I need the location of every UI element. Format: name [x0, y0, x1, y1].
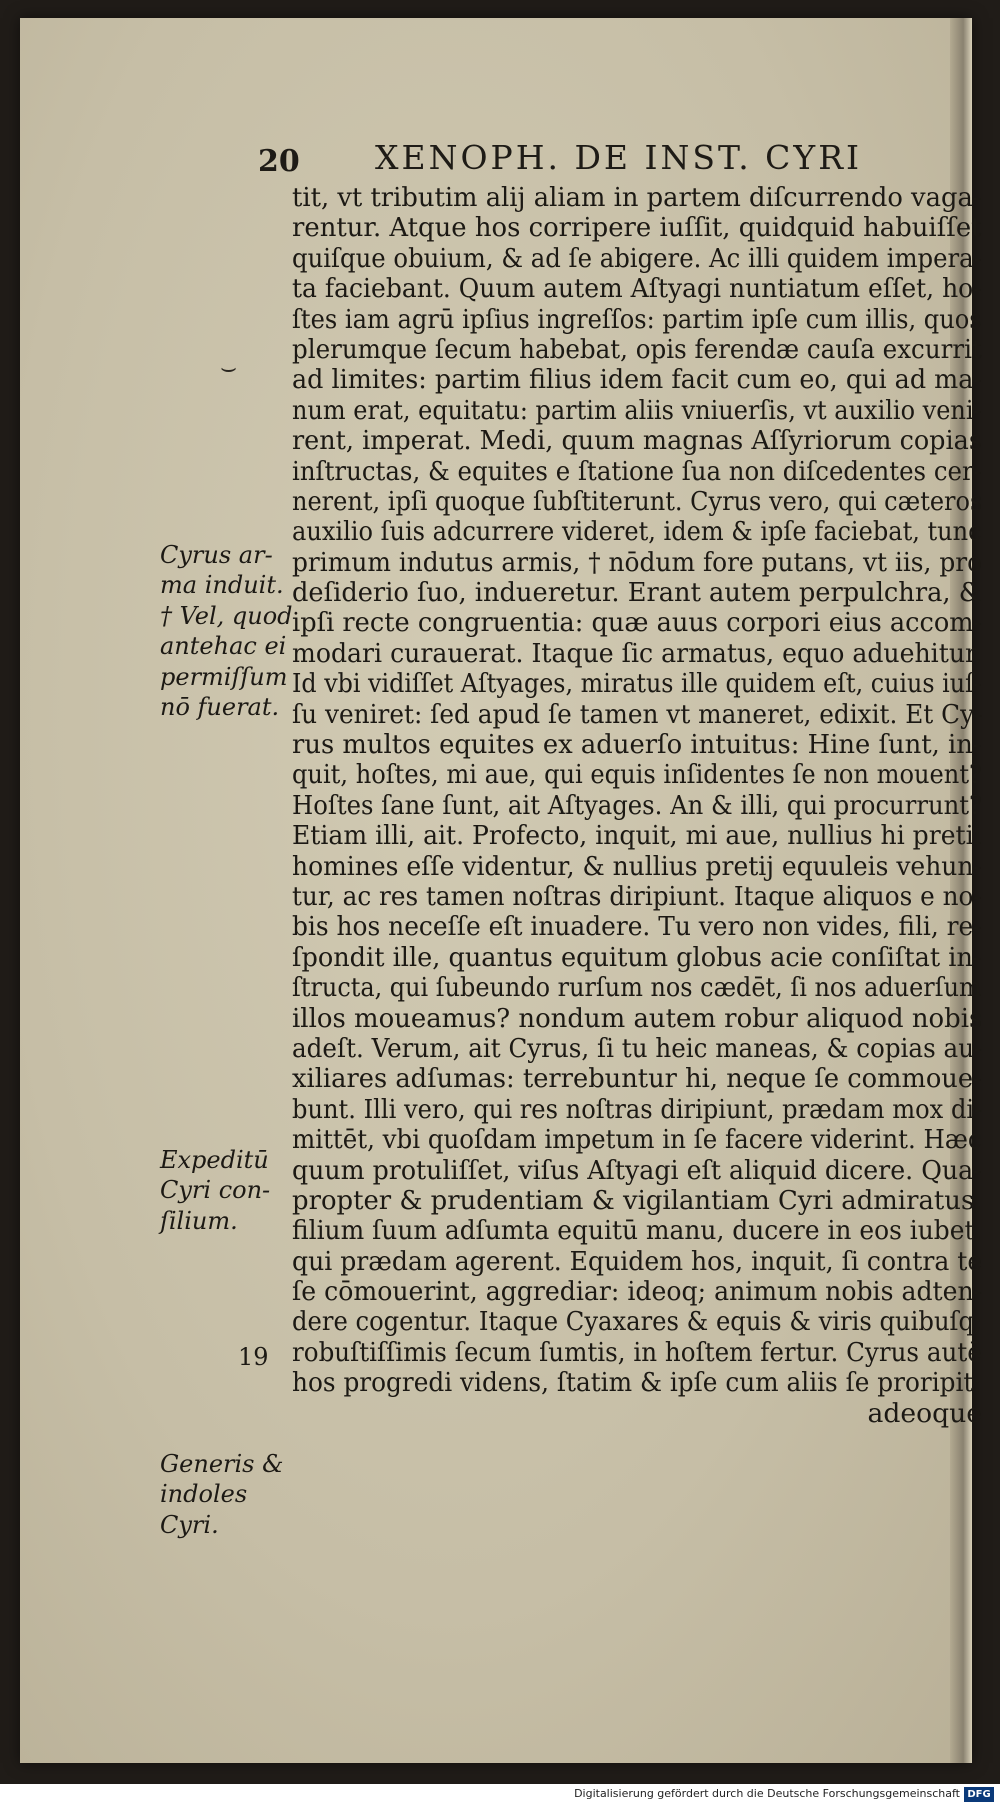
marginal-note-line: Cyrus ar-	[160, 541, 273, 569]
text-line: xiliares adſumas: terrebuntur hi, neque ſe commoue-	[292, 1063, 982, 1095]
marginal-note-line: antehac ei	[160, 632, 287, 661]
text-line: mittēt, vbi quoſdam impetum in ſe facere viderint. Hæc	[292, 1124, 982, 1156]
text-line: inſtructas, & equites e ſtatione ſua non diſcedentes cer-	[292, 455, 982, 487]
text-line: ſtes iam agrū ipſius ingreſſos: partim ipſe cum illis, quos	[292, 303, 982, 335]
text-line: ta faciebant. Quum autem Aſtyagi nuntiatum eſſet, ho-	[292, 273, 982, 305]
text-line: robuſtiſſimis ſecum ſumtis, in hoſtem fertur. Cyrus autē	[292, 1336, 982, 1368]
text-line: quum protuliſſet, viſus Aſtyagi eſt aliquid dicere. Qua-	[292, 1154, 982, 1186]
text-line: tit, vt tributim alij aliam in partem diſcurrendo vaga-	[292, 182, 982, 213]
text-line: homines eſſe videntur, & nullius pretij equuleis vehun-	[292, 850, 982, 882]
text-line: tur, ac res tamen noſtras diripiunt. Itaque aliquos e no-	[292, 880, 982, 912]
text-line: primum indutus armis, † nōdum fore putans, vt iis, pro	[292, 546, 983, 578]
text-line: num erat, equitatu: partim aliis vniuerſis, vt auxilio veni-	[292, 394, 982, 426]
marginal-note-expedition	[160, 1145, 270, 1236]
text-line: Hoſtes ſane ſunt, ait Aſtyages. An & illi, qui procurrunt?	[292, 789, 983, 821]
text-line: illos moueamus? nondum autem robur aliquod nobis	[292, 1002, 983, 1034]
running-head: XENOPH. DE INST. CYRI	[375, 138, 863, 177]
marginal-note-line: † Vel, quod	[160, 602, 293, 630]
text-line: ſpondit ille, quantus equitum globus acie conſiſtat in-	[292, 941, 982, 973]
marginal-note-line: Generis &	[160, 1450, 284, 1478]
text-line: ipſi recte congruentia: quæ auus corpori eius accom-	[292, 607, 983, 639]
page-number: 20	[258, 144, 300, 179]
text-line: Etiam illi, ait. Profecto, inquit, mi aue, nullius hi pretii	[292, 820, 982, 852]
text-line: Id vbi vidiſſet Aſtyages, miratus ille quidem eſt, cuius iuſ-	[292, 668, 982, 700]
text-line: bis hos neceſſe eſt inuadere. Tu vero non vides, fili, re-	[292, 911, 982, 943]
text-line: quit, hoſtes, mi aue, qui equis inſidentes ſe non mouent?	[292, 759, 982, 791]
text-line: ad limites: partim filius idem facit cum eo, qui ad ma-	[292, 364, 983, 396]
text-line: modari curauerat. Itaque ſic armatus, equo aduehitur.	[292, 637, 983, 669]
catchword: adeoque	[867, 1397, 982, 1429]
digitization-footer	[0, 1784, 1000, 1806]
text-line: ſu veniret: ſed apud ſe tamen vt maneret, edixit. Et Cy-	[292, 698, 983, 730]
marginal-note-line: Cyri con-	[160, 1176, 271, 1205]
text-line: hos progredi videns, ſtatim & ipſe cum aliis ſe proripit:	[292, 1367, 982, 1399]
marginal-line-number: 19	[238, 1343, 269, 1371]
page-header	[20, 138, 972, 182]
marginal-note-line: ma induit.	[160, 571, 284, 600]
marginal-note-line: nō fuerat.	[160, 693, 280, 722]
text-line: nerent, ipſi quoque ſubſtiterunt. Cyrus vero, qui cæteros	[292, 485, 983, 517]
main-text-block	[292, 183, 982, 1429]
text-line: rent, imperat. Medi, quum magnas Aſſyriorum copias	[292, 425, 982, 457]
marginal-note-line: indoles	[160, 1480, 248, 1509]
marginal-note-line: Cyri.	[160, 1510, 219, 1539]
text-line: plerumque ſecum habebat, opis ferendæ cauſa excurrit	[292, 333, 982, 365]
text-line: auxilio ſuis adcurrere videret, idem & ipſe faciebat, tunc	[292, 516, 982, 548]
marginal-note-armor	[160, 540, 284, 601]
text-line: adeſt. Verum, ait Cyrus, ſi tu heic maneas, & copias au-	[292, 1032, 983, 1064]
book-page	[20, 18, 983, 1763]
text-line: dere cogentur. Itaque Cyaxares & equis & viris quibuſq;	[292, 1306, 983, 1338]
text-line: quiſque obuium, & ad ſe abigere. Ac illi quidem impera-	[292, 242, 982, 274]
marginal-note-line: Expeditū	[160, 1146, 269, 1174]
marginal-note-line: ſilium.	[160, 1206, 238, 1235]
text-line: bunt. Illi vero, qui res noſtras diripiunt, prædam mox di-	[292, 1093, 983, 1125]
marginal-note-line: permiſſum	[160, 662, 288, 691]
text-line: filium ſuum adſumta equitū manu, ducere in eos iubet,	[292, 1215, 983, 1247]
marginal-note-character	[160, 1449, 284, 1540]
text-line: qui prædam agerent. Equidem hos, inquit, ſi contra te	[292, 1245, 983, 1277]
text-line: deſiderio ſuo, indueretur. Erant autem perpulchra, &	[292, 577, 982, 609]
dfg-logo: DFG	[964, 1787, 994, 1802]
text-line: propter & prudentiam & vigilantiam Cyri admiratus,	[292, 1184, 983, 1216]
digitization-credit: Digitalisierung gefördert durch die Deutsche Forschungsgemeinschaft	[574, 1787, 960, 1800]
text-line: ſe cōmouerint, aggrediar: ideoq; animum nobis adten-	[292, 1276, 983, 1308]
marginal-note-variant	[160, 601, 293, 723]
text-line: rus multos equites ex aduerſo intuitus: Hine ſunt, in-	[292, 729, 982, 761]
margin-mark: ⌣	[220, 353, 238, 383]
text-line: rentur. Atque hos corripere iuſſit, quidquid habuiſſet	[292, 212, 982, 244]
text-line: ſtructa, qui ſubeundo rurſum nos cædēt, ſi nos aduerſum	[292, 972, 982, 1004]
